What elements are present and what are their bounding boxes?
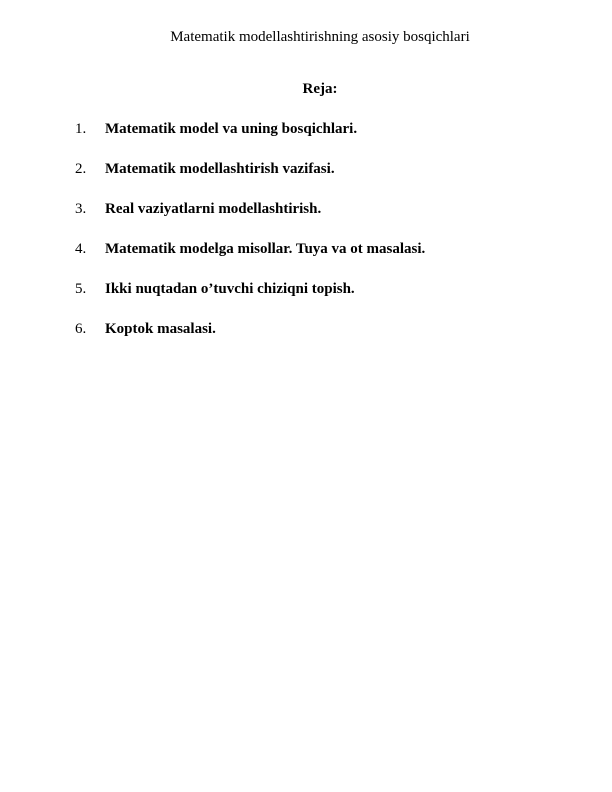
plan-item-text: Matematik modelga misollar. Tuya va ot masalasi. (105, 241, 426, 257)
plan-item-4 (0, 240, 612, 280)
plan-item-2 (0, 160, 612, 200)
plan-item-number: 4. (75, 241, 87, 257)
plan-item-number: 1. (75, 121, 87, 137)
plan-item-6 (0, 320, 612, 360)
plan-item-text: Koptok masalasi. (105, 321, 216, 337)
plan-heading: Reja: (302, 81, 338, 97)
plan-item-text: Matematik model va uning bosqichlari. (105, 121, 358, 137)
plan-item-5 (0, 280, 612, 320)
plan-item-number: 3. (75, 201, 87, 217)
document-title: Matematik modellashtirishning asosiy bosqichlari (170, 29, 470, 45)
plan-item-number: 6. (75, 321, 87, 337)
plan-item-1 (0, 120, 612, 160)
plan-item-text: Real vaziyatlarni modellashtirish. (105, 201, 322, 217)
plan-item-number: 5. (75, 281, 87, 297)
plan-item-text: Ikki nuqtadan o’tuvchi chiziqni topish. (105, 281, 355, 297)
plan-item-number: 2. (75, 161, 87, 177)
plan-item-text: Matematik modellashtirish vazifasi. (105, 161, 335, 177)
plan-list (0, 120, 612, 360)
plan-item-3 (0, 200, 612, 240)
